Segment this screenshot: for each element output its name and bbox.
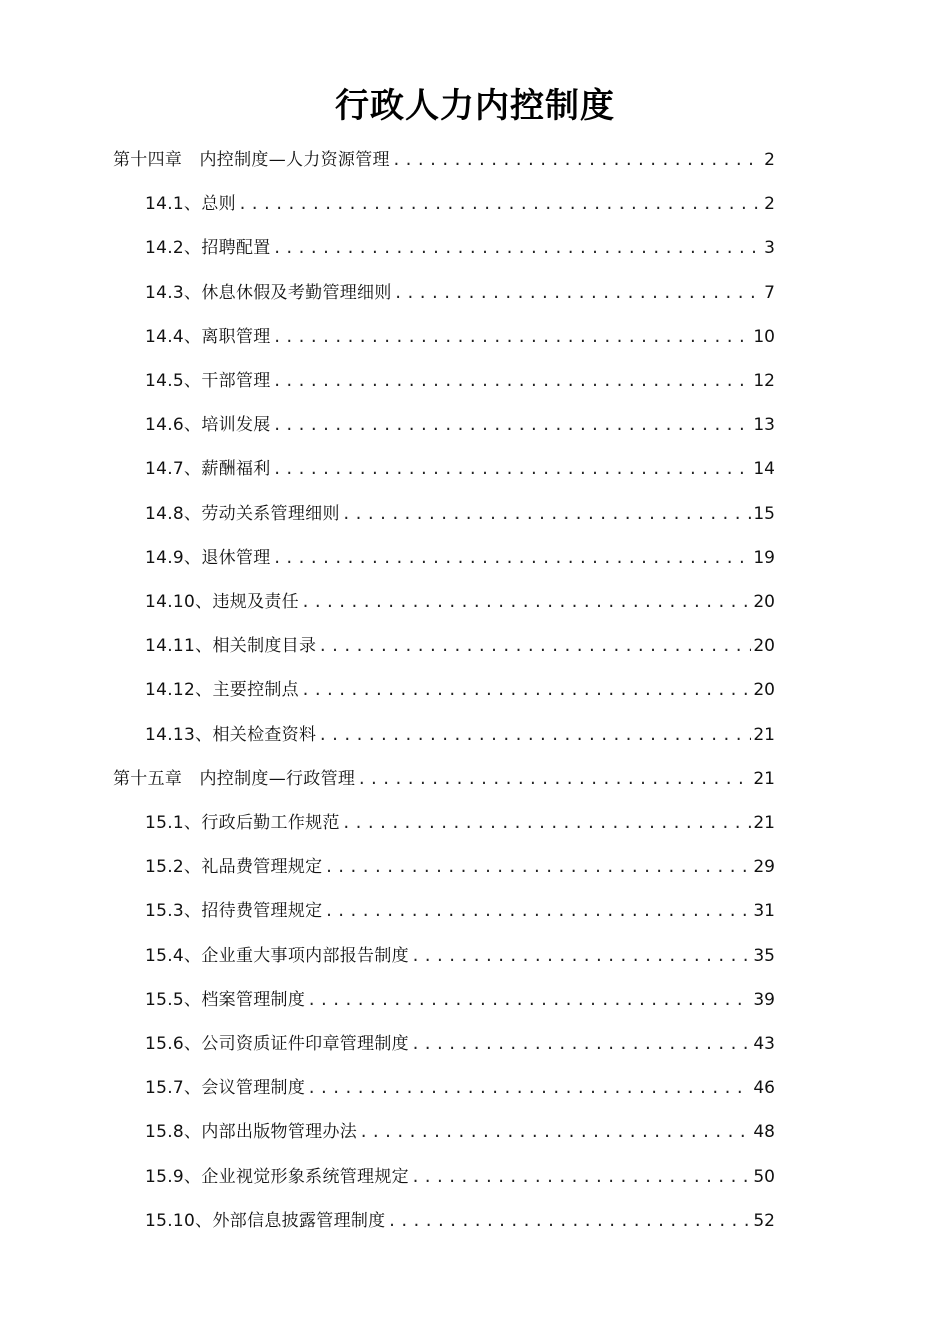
toc-section-entry[interactable] — [145, 192, 775, 216]
toc-page-number: 48 — [753, 1122, 775, 1142]
toc-section-entry[interactable] — [145, 413, 775, 437]
toc-dot-leader — [273, 369, 752, 393]
toc-section-entry[interactable] — [145, 1209, 775, 1233]
toc-page-number: 15 — [753, 504, 775, 524]
toc-page-number: 52 — [753, 1211, 775, 1231]
toc-page-number: 21 — [753, 813, 775, 833]
toc-entry-label: 14.4、离职管理 — [145, 327, 271, 347]
toc-page-number: 20 — [753, 592, 775, 612]
toc-dot-leader — [387, 1209, 751, 1233]
toc-dot-leader — [273, 236, 763, 260]
toc-dot-leader — [301, 590, 751, 614]
toc-page-number: 39 — [753, 990, 775, 1010]
toc-dot-leader — [411, 1032, 751, 1056]
toc-dot-leader — [392, 148, 762, 172]
toc-page-number: 20 — [753, 636, 775, 656]
toc-section-entry[interactable] — [145, 1165, 775, 1189]
toc-page-number: 20 — [753, 680, 775, 700]
toc-dot-leader — [411, 944, 751, 968]
toc-entry-label: 15.1、行政后勤工作规范 — [145, 813, 340, 833]
toc-section-entry[interactable] — [145, 502, 775, 526]
toc-dot-leader — [307, 988, 751, 1012]
toc-section-entry[interactable] — [145, 1032, 775, 1056]
toc-entry-label: 14.9、退休管理 — [145, 548, 271, 568]
toc-page-number: 10 — [753, 327, 775, 347]
toc-page-number: 21 — [753, 725, 775, 745]
toc-entry-label: 15.4、企业重大事项内部报告制度 — [145, 946, 409, 966]
toc-entry-label: 14.7、薪酬福利 — [145, 459, 271, 479]
toc-section-entry[interactable] — [145, 281, 775, 305]
toc-page-number: 43 — [753, 1034, 775, 1054]
toc-page-number: 21 — [753, 769, 775, 789]
toc-entry-label: 14.5、干部管理 — [145, 371, 271, 391]
toc-entry-label: 14.10、违规及责任 — [145, 592, 299, 612]
toc-dot-leader — [357, 767, 751, 791]
toc-page-number: 7 — [764, 283, 775, 303]
toc-entry-label: 14.13、相关检查资料 — [145, 725, 317, 745]
toc-entry-label: 14.12、主要控制点 — [145, 680, 299, 700]
document-title: 行政人力内控制度 — [335, 86, 615, 126]
toc-dot-leader — [273, 325, 752, 349]
toc-page-number: 31 — [753, 901, 775, 921]
toc-entry-label: 14.6、培训发展 — [145, 415, 271, 435]
toc-page-number: 2 — [764, 150, 775, 170]
toc-dot-leader — [273, 457, 752, 481]
toc-dot-leader — [238, 192, 762, 216]
toc-chapter-entry[interactable] — [113, 767, 775, 791]
toc-entry-label: 14.8、劳动关系管理细则 — [145, 504, 340, 524]
toc-section-entry[interactable] — [145, 1120, 775, 1144]
toc-section-entry[interactable] — [145, 457, 775, 481]
toc-entry-label: 14.11、相关制度目录 — [145, 636, 317, 656]
toc-entry-label: 15.10、外部信息披露管理制度 — [145, 1211, 386, 1231]
toc-dot-leader — [359, 1120, 751, 1144]
toc-section-entry[interactable] — [145, 634, 775, 658]
toc-entry-label: 15.8、内部出版物管理办法 — [145, 1122, 358, 1142]
toc-page-number: 19 — [753, 548, 775, 568]
toc-entry-label: 第十五章 内控制度—行政管理 — [113, 769, 356, 789]
toc-entry-label: 15.9、企业视觉形象系统管理规定 — [145, 1167, 409, 1187]
toc-dot-leader — [342, 811, 752, 835]
toc-section-entry[interactable] — [145, 811, 775, 835]
toc-dot-leader — [273, 546, 752, 570]
toc-page-number: 35 — [753, 946, 775, 966]
toc-dot-leader — [301, 678, 751, 702]
toc-section-entry[interactable] — [145, 236, 775, 260]
toc-dot-leader — [394, 281, 763, 305]
toc-dot-leader — [324, 899, 751, 923]
toc-section-entry[interactable] — [145, 1076, 775, 1100]
toc-dot-leader — [324, 855, 751, 879]
toc-page-number: 50 — [753, 1167, 775, 1187]
toc-section-entry[interactable] — [145, 369, 775, 393]
toc-dot-leader — [342, 502, 752, 526]
toc-section-entry[interactable] — [145, 590, 775, 614]
toc-dot-leader — [318, 723, 751, 747]
toc-entry-label: 14.1、总则 — [145, 194, 236, 214]
toc-section-entry[interactable] — [145, 546, 775, 570]
toc-dot-leader — [307, 1076, 751, 1100]
toc-page-number: 3 — [764, 238, 775, 258]
toc-entry-label: 15.5、档案管理制度 — [145, 990, 306, 1010]
toc-page-number: 12 — [753, 371, 775, 391]
toc-entry-label: 第十四章 内控制度—人力资源管理 — [113, 150, 390, 170]
toc-entry-label: 15.2、礼品费管理规定 — [145, 857, 323, 877]
toc-entry-label: 15.3、招待费管理规定 — [145, 901, 323, 921]
toc-dot-leader — [318, 634, 751, 658]
toc-entry-label: 15.6、公司资质证件印章管理制度 — [145, 1034, 409, 1054]
toc-entry-label: 14.3、休息休假及考勤管理细则 — [145, 283, 392, 303]
toc-page-number: 2 — [764, 194, 775, 214]
toc-page-number: 14 — [753, 459, 775, 479]
toc-section-entry[interactable] — [145, 723, 775, 747]
toc-section-entry[interactable] — [145, 325, 775, 349]
toc-section-entry[interactable] — [145, 988, 775, 1012]
toc-entry-label: 14.2、招聘配置 — [145, 238, 271, 258]
toc-dot-leader — [273, 413, 752, 437]
toc-section-entry[interactable] — [145, 678, 775, 702]
toc-section-entry[interactable] — [145, 855, 775, 879]
toc-page-number: 29 — [753, 857, 775, 877]
toc-page-number: 46 — [753, 1078, 775, 1098]
toc-section-entry[interactable] — [145, 944, 775, 968]
toc-page-number: 13 — [753, 415, 775, 435]
toc-section-entry[interactable] — [145, 899, 775, 923]
toc-entry-label: 15.7、会议管理制度 — [145, 1078, 306, 1098]
toc-chapter-entry[interactable] — [113, 148, 775, 172]
toc-dot-leader — [411, 1165, 751, 1189]
